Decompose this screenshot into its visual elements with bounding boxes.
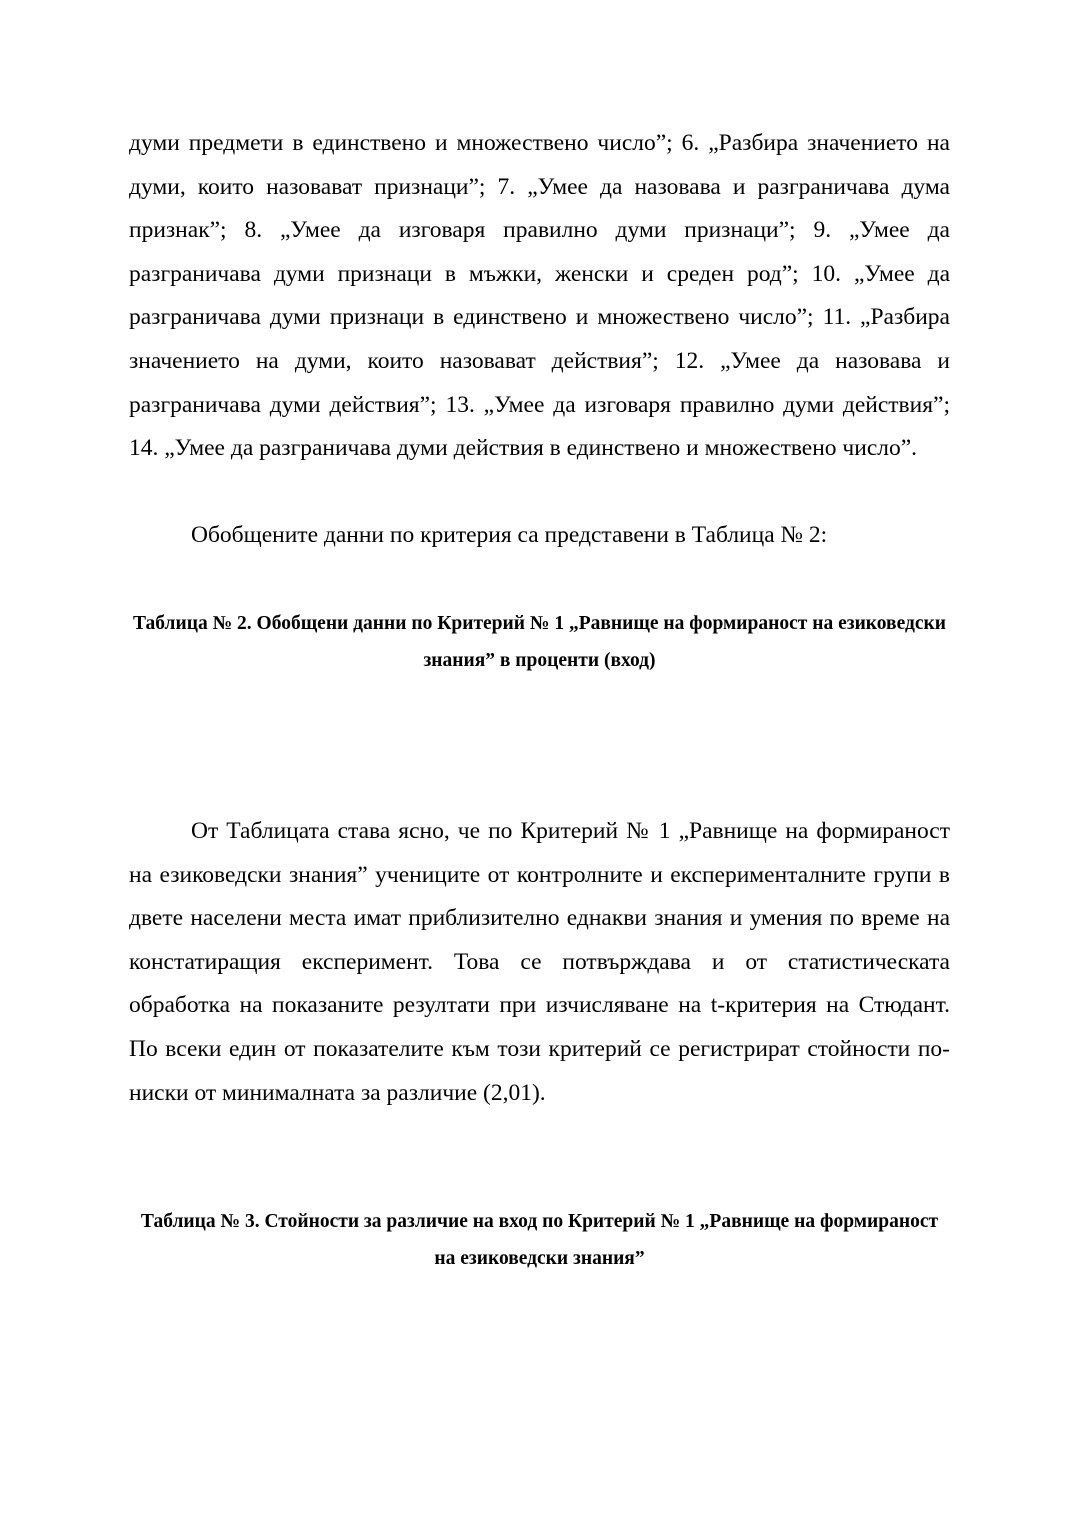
paragraph-summary: Обобщените данни по критерия са представени в Таблица № 2: <box>191 522 828 548</box>
table-2-caption: Таблица № 2. Обобщени данни по Критерий № 1 „Равнище на формираност на езиковедски знания” в проценти (вход) <box>133 613 946 671</box>
paragraph-continued: думи предмети в единствено и множествено число”; 6. „Разбира значението на думи, които назовават признаци”; 7. „Умее да назовава и разграничава дума признак”; 8. „Умее да изговаря правилно думи признаци”; 9. „Умее да разграничава думи признаци в мъжки, женски и среден род”; 10. „Умее да разграничава думи признаци в единствено и множествено число”; 11. „Разбира значението на думи, които назовават действия”; 12. „Умее да назовава и разграничава думи действия”; 13. „Умее да изговаря правилно думи действия”; 14. „Умее да разграничава думи действия в единствено и множествено число”. <box>129 130 950 462</box>
table-3-caption: Таблица № 3. Стойности за различие на вход по Критерий № 1 „Равнище на формираност на езиковедски знания” <box>140 1211 939 1269</box>
paragraph-conclusion: От Таблицата става ясно, че по Критерий № 1 „Равнище на формираност на езиковедски знания” учениците от контролните и експерименталните групи в двете населени места имат приблизително еднакви знания и умения по време на констатиращия експеримент. Това се потвърждава и от статистическата обработка на показаните резултати при изчисляване на t-критерия на Стюдант. По всеки един от показателите към този критерий се регистрират стойности по-ниски от минималната за различие (2,01). <box>129 818 950 1106</box>
